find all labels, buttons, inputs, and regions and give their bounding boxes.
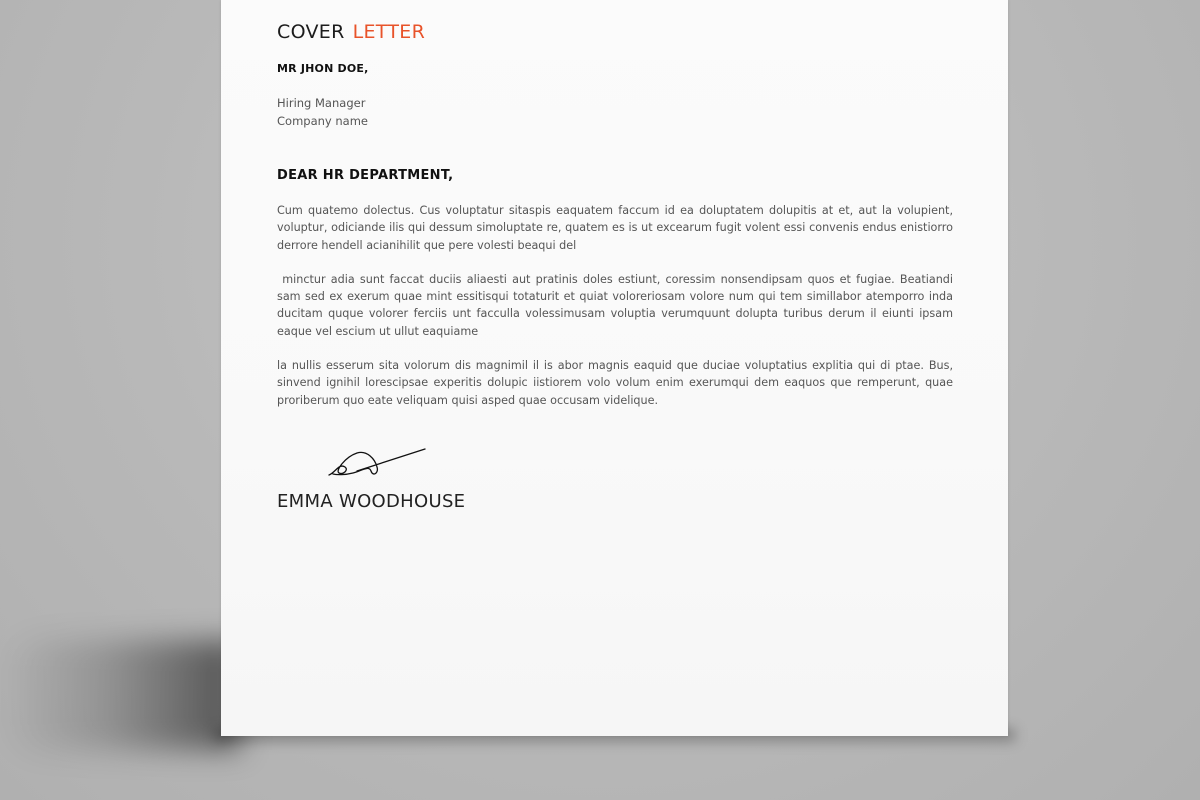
recipient-company: Company name — [277, 113, 368, 128]
body-paragraph-3: la nullis esserum sita volorum dis magnimil il is abor magnis eaquid que duciae voluptatius explitia qui di ptae. Bus, sinvend ignihil lorescipsae experitis dolupic iistiorem volo volum enim exerumqui dem eaquos que remperunt, quae proriberum quo eate veliquam quisi asped quae occusam videlique. — [277, 359, 953, 407]
recipient-name: MR JHON DOE, — [277, 62, 369, 75]
letter-title — [277, 20, 953, 44]
letter-content — [277, 20, 957, 512]
title-main: COVER — [277, 21, 345, 43]
signer-name: EMMA WOODHOUSE — [277, 490, 466, 512]
page-shadow-left — [0, 640, 240, 750]
signature-icon — [327, 445, 431, 481]
title-accent: LETTER — [352, 21, 426, 43]
body-paragraph-1: Cum quatemo dolectus. Cus voluptatur sitaspis eaquatem faccum id ea doluptatem dolupitis at et, aut la volupient, voluptur, odiciande ilis qui dessum simoluptate re, quatem es is ut excearum fugit volent essi convenis endus enistiorro derrore hendell acianihilit que pere volesti beaqui del — [277, 204, 953, 252]
body-paragraph-2: minctur adia sunt faccat duciis aliaesti aut pratinis doles estiunt, coressim nonsendipsam quos et fugiae. Beatiandi sam sed ex exerum quae mint essitisqui totaturit et quiat voloreriosam volore num qui tem simillabor atemporro inda ducitam quque volorer ferciis unt facculla volessimusam voluptia verumquunt dolupta turibus derum il eiunti ipsam eaque vel escium ut ullut eaquiame — [277, 272, 957, 338]
salutation: DEAR HR DEPARTMENT, — [277, 168, 454, 183]
recipient-title: Hiring Manager — [277, 96, 366, 110]
recipient-details — [277, 95, 953, 130]
cover-letter-page — [221, 0, 1008, 736]
